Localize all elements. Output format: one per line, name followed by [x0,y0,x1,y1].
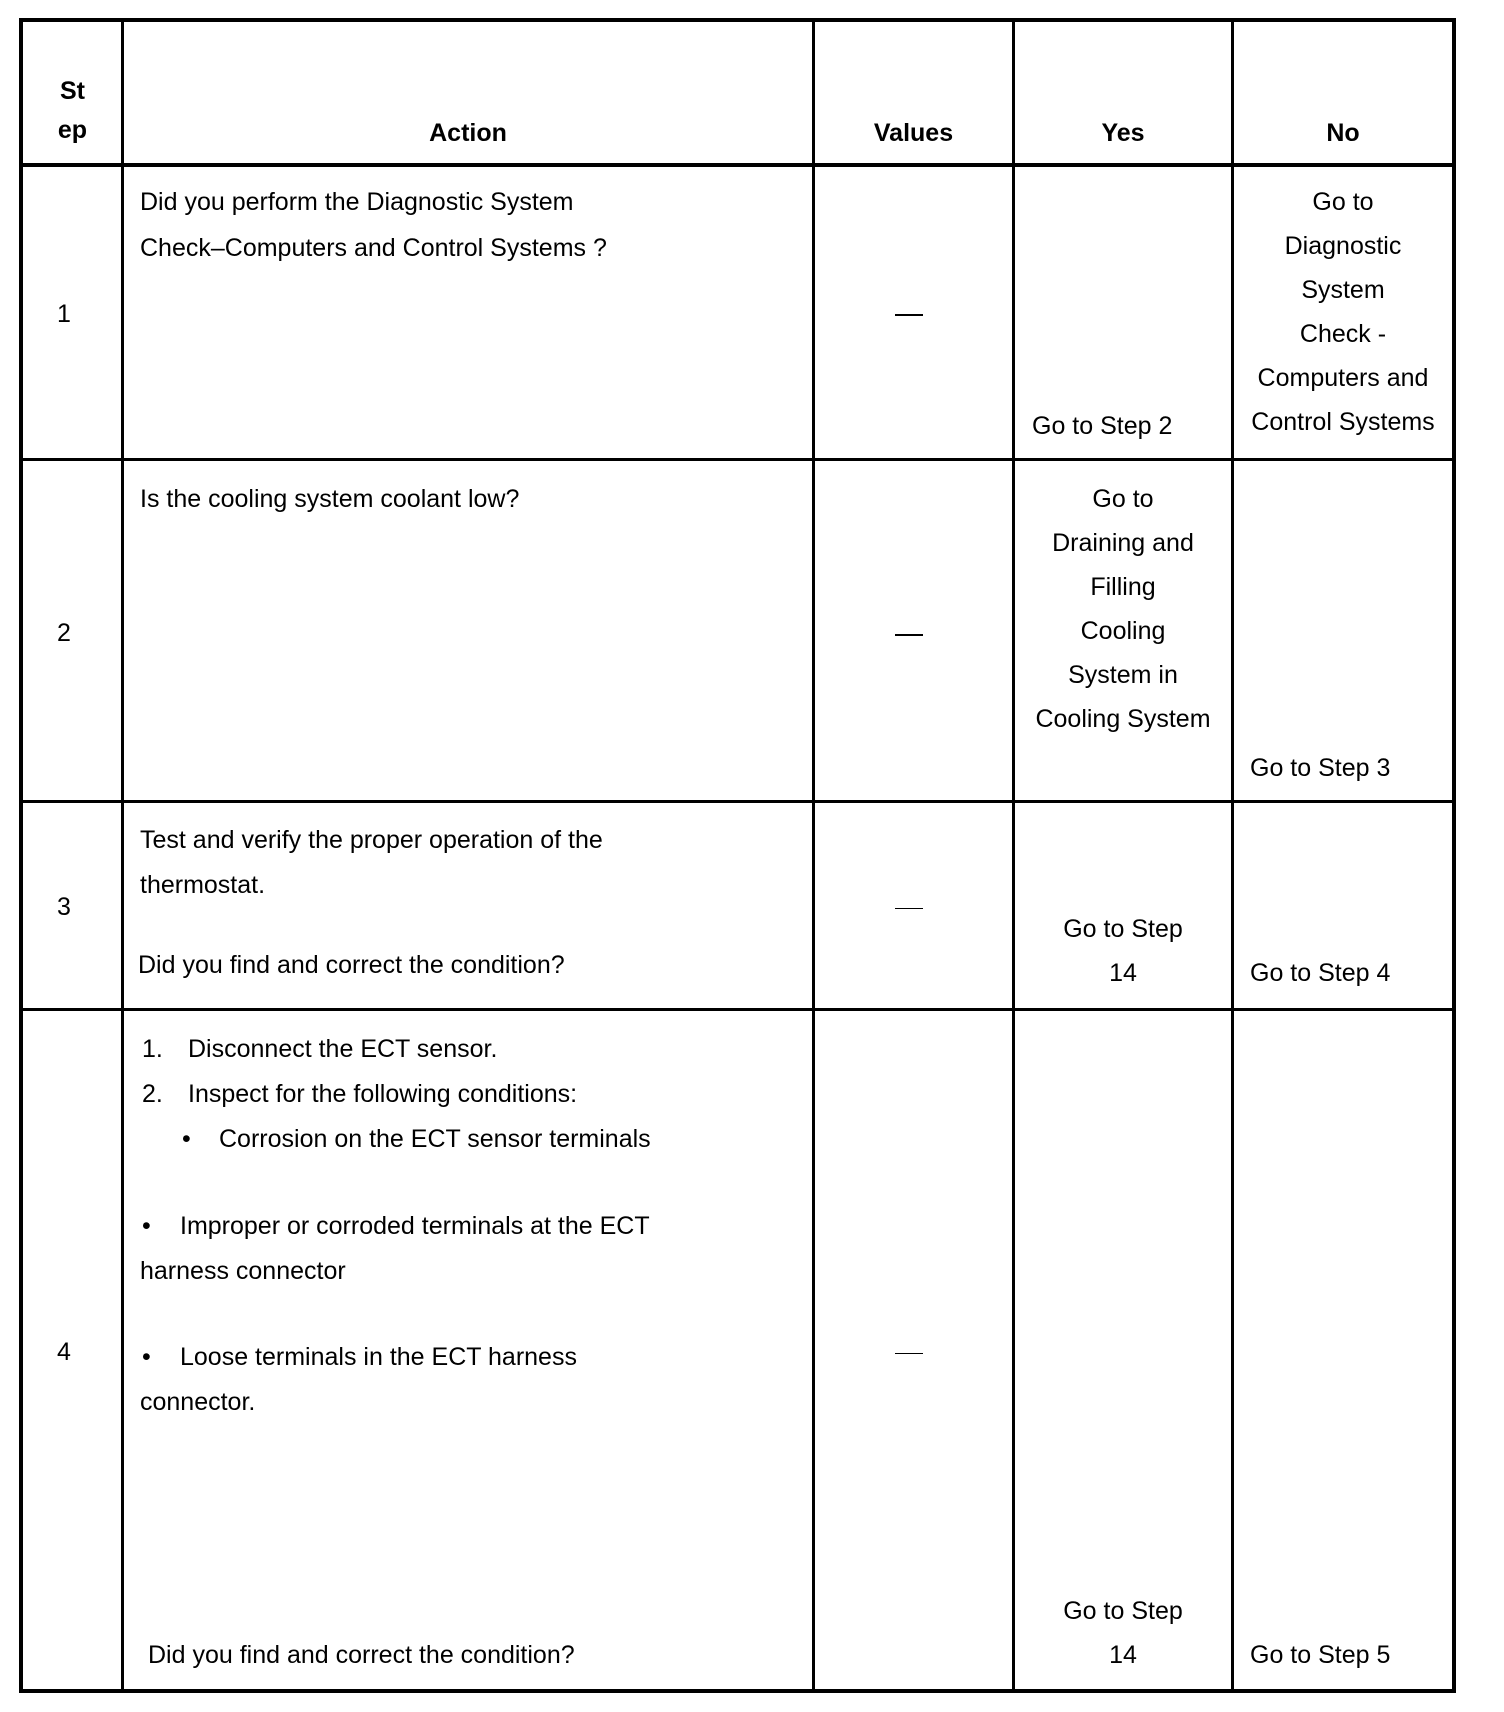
no-text: System [1301,276,1385,304]
action-text: Improper or corroded terminals at the ECT [180,1212,650,1240]
action-text: Test and verify the proper operation of the [140,826,603,854]
no-text: Go to Step 3 [1250,754,1391,782]
no-cell [1234,180,1452,444]
yes-cell [1015,907,1231,995]
header-yes: Yes [1101,119,1145,147]
action-text: Did you find and correct the condition? [138,951,565,979]
action-text: Did you perform the Diagnostic System [140,188,574,216]
yes-text: Cooling [1080,617,1166,645]
yes-text: Draining and [1052,529,1194,557]
action-text: Loose terminals in the ECT harness [180,1343,577,1371]
row-divider [19,1008,1456,1011]
column-divider [812,18,815,1693]
row-divider [19,458,1456,461]
row-divider [19,800,1456,803]
action-text: Did you find and correct the condition? [148,1641,575,1669]
step-number: 2 [57,619,71,647]
list-marker: 2. [142,1080,163,1108]
header-step [24,72,121,150]
action-text: Disconnect the ECT sensor. [188,1035,498,1063]
yes-text: 14 [1109,1641,1137,1669]
yes-cell [1015,477,1231,741]
yes-cell [1015,1589,1231,1677]
yes-text: System in [1068,661,1178,689]
no-text: Go to Step 4 [1250,959,1391,987]
header-no: No [1326,119,1360,147]
action-text: connector. [140,1388,256,1416]
no-text: Go to [1312,188,1374,216]
step-number: 1 [57,300,71,328]
action-text: Is the cooling system coolant low? [140,485,520,513]
action-text: Inspect for the following conditions: [188,1080,578,1108]
action-text: thermostat. [140,871,266,899]
header-step-line2: ep [57,116,88,144]
bullet: • [142,1343,151,1371]
no-text: Check - [1299,320,1387,348]
table-border-left [19,18,23,1693]
column-divider [1012,18,1015,1693]
yes-text: Cooling System [1035,705,1211,733]
header-values: Values [873,119,954,147]
header-step-line1: St [60,77,85,105]
no-text: Diagnostic [1284,232,1402,260]
yes-text: Go to Step [1063,1597,1183,1625]
yes-text: Go to Step [1063,915,1183,943]
no-text: Go to Step 5 [1250,1641,1391,1669]
yes-text: Filling [1090,573,1156,601]
step-number: 4 [57,1338,71,1366]
table-border-bottom [19,1689,1456,1693]
yes-text: Go to Step 2 [1032,412,1173,440]
no-text: Computers and [1257,364,1429,392]
yes-text: 14 [1109,959,1137,987]
header-action: Action [429,119,507,147]
bullet: • [182,1125,191,1153]
table-border-right [1452,18,1456,1693]
header-divider [19,163,1456,167]
table-border-top [19,18,1456,22]
column-divider [121,18,124,1693]
bullet: • [142,1212,151,1240]
step-number: 3 [57,893,71,921]
action-text: harness connector [140,1257,346,1285]
yes-text: Go to [1092,485,1154,513]
action-text: Check–Computers and Control Systems ? [140,234,607,262]
action-text: Corrosion on the ECT sensor terminals [219,1125,651,1153]
no-text: Control Systems [1251,408,1435,436]
list-marker: 1. [142,1035,163,1063]
